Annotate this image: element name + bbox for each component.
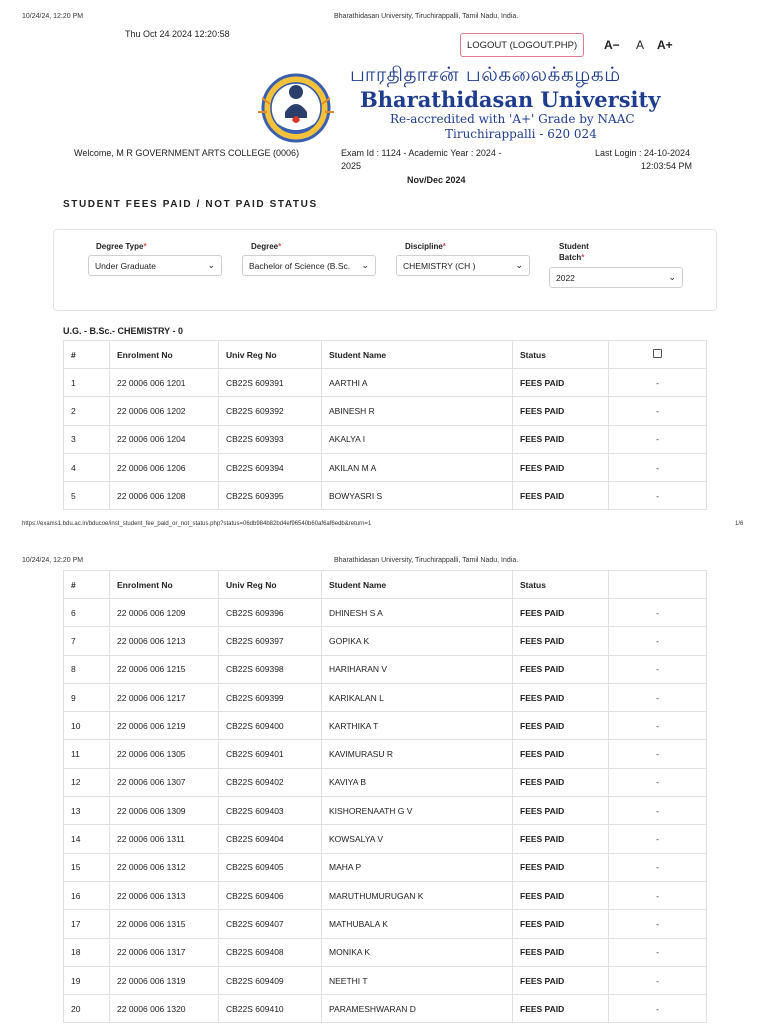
font-increase-button[interactable]: A+ (657, 38, 673, 52)
col-serial: # (64, 571, 110, 599)
table-header-row (64, 341, 707, 369)
exam-session: Nov/Dec 2024 (407, 175, 466, 185)
table-row (64, 797, 707, 825)
row-univ-reg-no: CB22S 609404 (219, 825, 322, 853)
row-serial: 17 (64, 910, 110, 938)
row-action: - (609, 966, 707, 994)
table-header-row (64, 571, 707, 599)
row-univ-reg-no: CB22S 609405 (219, 853, 322, 881)
font-decrease-button[interactable]: A− (604, 38, 620, 52)
row-enrolment-no: 22 0006 006 1313 (110, 881, 219, 909)
row-student-name: MAHA P (322, 853, 513, 881)
row-action: - (609, 825, 707, 853)
row-student-name: NEETHI T (322, 966, 513, 994)
row-enrolment-no: 22 0006 006 1305 (110, 740, 219, 768)
logout-button[interactable]: LOGOUT (LOGOUT.PHP) (460, 33, 584, 57)
print-page-number: 1/6 (735, 521, 744, 527)
batch-label: Student (559, 242, 589, 251)
row-serial: 3 (64, 425, 110, 453)
row-student-name: KARIKALAN L (322, 683, 513, 711)
row-enrolment-no: 22 0006 006 1319 (110, 966, 219, 994)
row-serial: 1 (64, 369, 110, 397)
print-site-title: Bharathidasan University, Tiruchirappalli, Tamil Nadu, India. (334, 557, 519, 564)
row-student-name: HARIHARAN V (322, 655, 513, 683)
row-status: FEES PAID (513, 397, 609, 425)
row-action: - (609, 482, 707, 510)
row-student-name: KAVIMURASU R (322, 740, 513, 768)
row-serial: 6 (64, 599, 110, 627)
accreditation-text: Re-accredited with 'A+' Grade by NAAC (390, 112, 635, 126)
page-title: STUDENT FEES PAID / NOT PAID STATUS (63, 199, 318, 210)
table-row (64, 712, 707, 740)
row-status: FEES PAID (513, 655, 609, 683)
discipline-select[interactable]: CHEMISTRY (CH ) ⌄ (396, 255, 530, 276)
row-status: FEES PAID (513, 910, 609, 938)
university-emblem-icon (248, 68, 344, 146)
row-action: - (609, 683, 707, 711)
row-univ-reg-no: CB22S 609408 (219, 938, 322, 966)
filter-panel (53, 229, 717, 311)
row-univ-reg-no: CB22S 609406 (219, 881, 322, 909)
row-serial: 19 (64, 966, 110, 994)
table-row (64, 853, 707, 881)
col-student-name: Student Name (322, 341, 513, 369)
section-heading: U.G. - B.Sc.- CHEMISTRY - 0 (63, 326, 184, 336)
row-enrolment-no: 22 0006 006 1202 (110, 397, 219, 425)
row-status: FEES PAID (513, 627, 609, 655)
row-status: FEES PAID (513, 966, 609, 994)
col-status: Status (513, 571, 609, 599)
col-serial: # (64, 341, 110, 369)
row-action: - (609, 938, 707, 966)
print-datetime: 10/24/24, 12:20 PM (22, 13, 84, 20)
row-status: FEES PAID (513, 482, 609, 510)
row-serial: 5 (64, 482, 110, 510)
row-student-name: MONIKA K (322, 938, 513, 966)
row-enrolment-no: 22 0006 006 1208 (110, 482, 219, 510)
row-enrolment-no: 22 0006 006 1215 (110, 655, 219, 683)
row-status: FEES PAID (513, 712, 609, 740)
row-student-name: MATHUBALA K (322, 910, 513, 938)
row-serial: 18 (64, 938, 110, 966)
select-all-checkbox-icon[interactable] (653, 349, 662, 358)
font-normal-button[interactable]: A (636, 38, 645, 52)
row-univ-reg-no: CB22S 609407 (219, 910, 322, 938)
row-student-name: AKILAN M A (322, 453, 513, 481)
row-action: - (609, 768, 707, 796)
row-enrolment-no: 22 0006 006 1204 (110, 425, 219, 453)
row-status: FEES PAID (513, 369, 609, 397)
row-univ-reg-no: CB22S 609393 (219, 425, 322, 453)
chevron-down-icon: ⌄ (361, 260, 369, 270)
row-enrolment-no: 22 0006 006 1307 (110, 768, 219, 796)
row-student-name: KISHORENAATH G V (322, 797, 513, 825)
row-action: - (609, 712, 707, 740)
print-datetime: 10/24/24, 12:20 PM (22, 557, 84, 564)
row-action: - (609, 881, 707, 909)
degree-type-select[interactable]: Under Graduate ⌄ (88, 255, 222, 276)
last-login: Last Login : 24-10-2024 (595, 148, 691, 158)
row-univ-reg-no: CB22S 609391 (219, 369, 322, 397)
row-univ-reg-no: CB22S 609397 (219, 627, 322, 655)
col-status: Status (513, 341, 609, 369)
row-enrolment-no: 22 0006 006 1315 (110, 910, 219, 938)
row-student-name: AKALYA I (322, 425, 513, 453)
table-row (64, 995, 707, 1023)
row-action: - (609, 910, 707, 938)
chevron-down-icon: ⌄ (207, 260, 215, 270)
row-status: FEES PAID (513, 825, 609, 853)
row-serial: 2 (64, 397, 110, 425)
col-select (609, 571, 707, 599)
row-enrolment-no: 22 0006 006 1201 (110, 369, 219, 397)
table-row (64, 966, 707, 994)
table-row (64, 453, 707, 481)
row-enrolment-no: 22 0006 006 1309 (110, 797, 219, 825)
row-action: - (609, 397, 707, 425)
row-student-name: GOPIKA K (322, 627, 513, 655)
batch-label-line2: Batch* (559, 253, 585, 262)
table-row (64, 425, 707, 453)
row-enrolment-no: 22 0006 006 1219 (110, 712, 219, 740)
row-univ-reg-no: CB22S 609409 (219, 966, 322, 994)
row-status: FEES PAID (513, 995, 609, 1023)
exam-info: Exam Id : 1124 - Academic Year : 2024 - (341, 148, 502, 158)
university-name-tamil: பாரதிதாசன் பல்கலைக்கழகம் (350, 62, 621, 86)
print-url: https://exams1.bdu.ac.in/bducoe/inst_student_fee_paid_or_not_status.php?status=06db984b82bd4ef96540b60af6af6edb&return=1 (22, 521, 372, 527)
row-univ-reg-no: CB22S 609392 (219, 397, 322, 425)
degree-type-label: Degree Type* (96, 242, 147, 251)
row-univ-reg-no: CB22S 609399 (219, 683, 322, 711)
col-univ-reg: Univ Reg No (219, 341, 322, 369)
row-status: FEES PAID (513, 453, 609, 481)
print-site-title: Bharathidasan University, Tiruchirappalli, Tamil Nadu, India. (334, 13, 519, 20)
row-enrolment-no: 22 0006 006 1317 (110, 938, 219, 966)
row-status: FEES PAID (513, 938, 609, 966)
table-row (64, 825, 707, 853)
row-action: - (609, 797, 707, 825)
table-row (64, 397, 707, 425)
chevron-down-icon: ⌄ (668, 272, 676, 282)
row-status: FEES PAID (513, 853, 609, 881)
row-student-name: PARAMESHWARAN D (322, 995, 513, 1023)
row-status: FEES PAID (513, 768, 609, 796)
row-student-name: BOWYASRI S (322, 482, 513, 510)
fees-status-table-continued (63, 570, 707, 1023)
row-serial: 10 (64, 712, 110, 740)
row-univ-reg-no: CB22S 609403 (219, 797, 322, 825)
exam-info-year: 2025 (341, 161, 362, 171)
row-univ-reg-no: CB22S 609410 (219, 995, 322, 1023)
row-status: FEES PAID (513, 599, 609, 627)
col-enrolment: Enrolment No (110, 341, 219, 369)
row-enrolment-no: 22 0006 006 1312 (110, 853, 219, 881)
row-student-name: ABINESH R (322, 397, 513, 425)
row-univ-reg-no: CB22S 609395 (219, 482, 322, 510)
row-serial: 13 (64, 797, 110, 825)
row-univ-reg-no: CB22S 609402 (219, 768, 322, 796)
row-action: - (609, 599, 707, 627)
row-student-name: DHINESH S A (322, 599, 513, 627)
row-enrolment-no: 22 0006 006 1320 (110, 995, 219, 1023)
row-student-name: KARTHIKA T (322, 712, 513, 740)
row-action: - (609, 995, 707, 1023)
row-univ-reg-no: CB22S 609400 (219, 712, 322, 740)
row-status: FEES PAID (513, 881, 609, 909)
degree-select[interactable]: Bachelor of Science (B.Sc. ⌄ (242, 255, 376, 276)
row-student-name: MARUTHUMURUGAN K (322, 881, 513, 909)
col-univ-reg: Univ Reg No (219, 571, 322, 599)
table-row (64, 599, 707, 627)
batch-select[interactable]: 2022 ⌄ (549, 267, 683, 288)
row-serial: 8 (64, 655, 110, 683)
row-action: - (609, 740, 707, 768)
live-clock: Thu Oct 24 2024 12:20:58 (125, 29, 230, 39)
table-row (64, 881, 707, 909)
col-enrolment: Enrolment No (110, 571, 219, 599)
table-row (64, 740, 707, 768)
table-row (64, 627, 707, 655)
row-action: - (609, 453, 707, 481)
discipline-label: Discipline* (405, 242, 446, 251)
row-serial: 14 (64, 825, 110, 853)
table-row (64, 910, 707, 938)
row-serial: 12 (64, 768, 110, 796)
fees-status-table (63, 340, 707, 510)
table-row (64, 683, 707, 711)
row-status: FEES PAID (513, 425, 609, 453)
row-student-name: KAVIYA B (322, 768, 513, 796)
table-row (64, 369, 707, 397)
row-status: FEES PAID (513, 797, 609, 825)
row-status: FEES PAID (513, 683, 609, 711)
row-univ-reg-no: CB22S 609394 (219, 453, 322, 481)
last-login-time: 12:03:54 PM (641, 161, 693, 171)
row-enrolment-no: 22 0006 006 1206 (110, 453, 219, 481)
row-univ-reg-no: CB22S 609396 (219, 599, 322, 627)
row-action: - (609, 853, 707, 881)
university-name: Bharathidasan University (360, 87, 661, 112)
table-row (64, 938, 707, 966)
row-serial: 20 (64, 995, 110, 1023)
row-enrolment-no: 22 0006 006 1217 (110, 683, 219, 711)
row-action: - (609, 627, 707, 655)
degree-label: Degree* (251, 242, 282, 251)
row-action: - (609, 369, 707, 397)
table-row (64, 655, 707, 683)
university-location: Tiruchirappalli - 620 024 (445, 127, 597, 141)
row-student-name: KOWSALYA V (322, 825, 513, 853)
row-serial: 11 (64, 740, 110, 768)
row-status: FEES PAID (513, 740, 609, 768)
col-student-name: Student Name (322, 571, 513, 599)
row-univ-reg-no: CB22S 609401 (219, 740, 322, 768)
table-row (64, 482, 707, 510)
row-enrolment-no: 22 0006 006 1213 (110, 627, 219, 655)
row-serial: 4 (64, 453, 110, 481)
row-serial: 15 (64, 853, 110, 881)
table-row (64, 768, 707, 796)
welcome-text: Welcome, M R GOVERNMENT ARTS COLLEGE (0006) (74, 148, 300, 158)
row-univ-reg-no: CB22S 609398 (219, 655, 322, 683)
row-serial: 9 (64, 683, 110, 711)
row-serial: 7 (64, 627, 110, 655)
row-enrolment-no: 22 0006 006 1209 (110, 599, 219, 627)
row-serial: 16 (64, 881, 110, 909)
row-action: - (609, 425, 707, 453)
row-action: - (609, 655, 707, 683)
row-enrolment-no: 22 0006 006 1311 (110, 825, 219, 853)
row-student-name: AARTHI A (322, 369, 513, 397)
col-select (609, 341, 707, 369)
chevron-down-icon: ⌄ (515, 260, 523, 270)
